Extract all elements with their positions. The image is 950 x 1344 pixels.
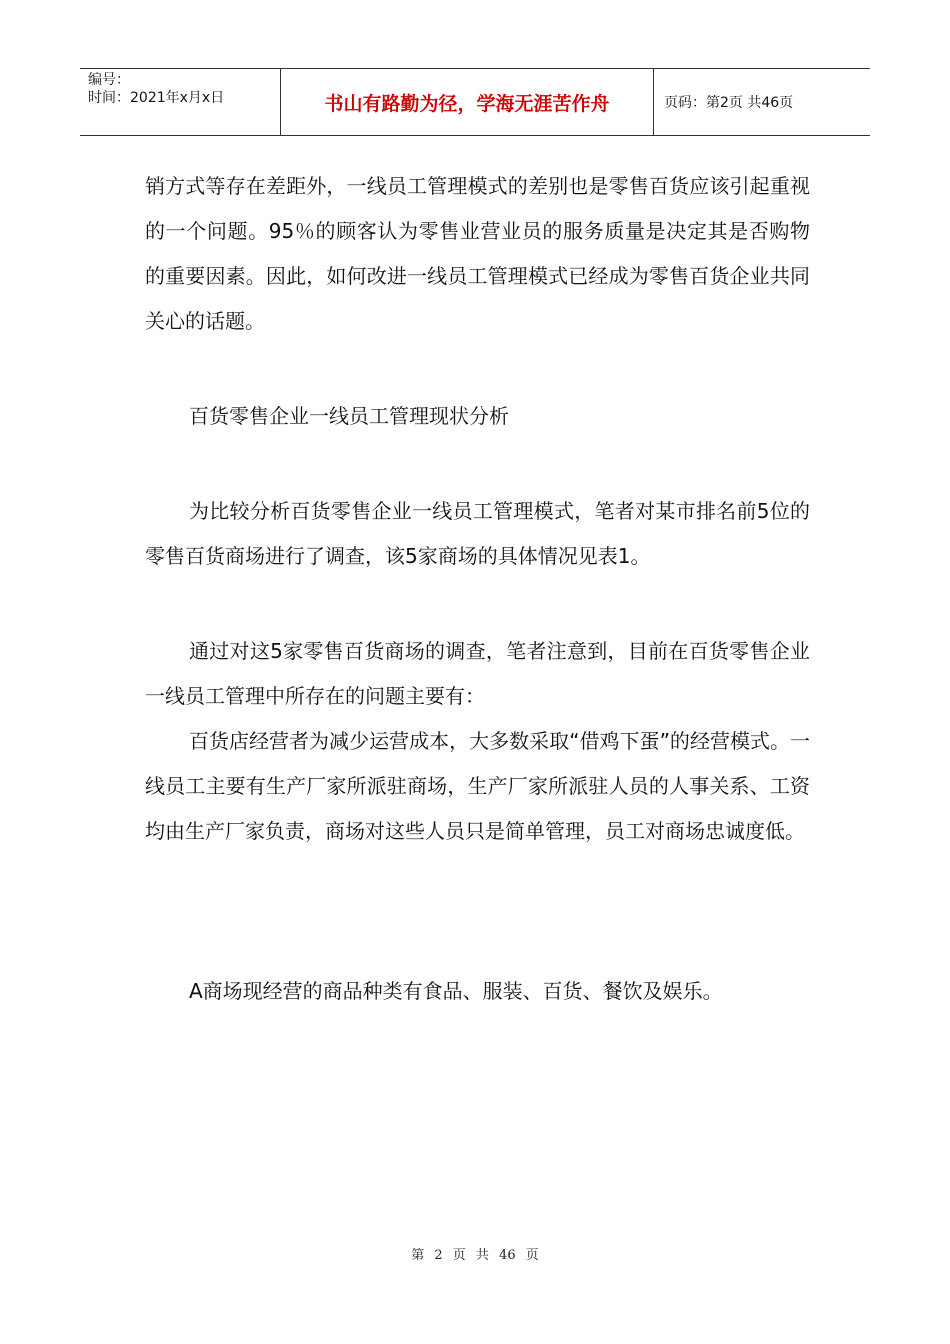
header-motto: 书山有路勤为径，学海无涯苦作舟 — [281, 69, 654, 135]
paragraph: 通过对这5家零售百货商场的调查，笔者注意到，目前在百货零售企业一线员工管理中所存在的问题主要有： — [145, 639, 810, 708]
section-heading: 百货零售企业一线员工管理现状分析 — [189, 404, 509, 428]
paragraph: 百货店经营者为减少运营成本，大多数采取“借鸡下蛋”的经营模式。一线员工主要有生产厂家所派驻商场，生产厂家所派驻人员的人事关系、工资均由生产厂家负责，商场对这些人员只是简单管理，员工对商场忠诚度低。 — [145, 729, 810, 843]
header-page-info: 页码：第2页 共46页 — [664, 95, 794, 111]
paragraph: 为比较分析百货零售企业一线员工管理模式，笔者对某市排名前5位的零售百货商场进行了调查，该5家商场的具体情况见表1。 — [145, 499, 810, 568]
document-number-label: 编号： — [88, 72, 130, 88]
document-time-label: 时间：2021年x月x日 — [88, 90, 225, 106]
paragraph-continuation: 销方式等存在差距外，一线员工管理模式的差别也是零售百货应该引起重视的一个问题。95％的顾客认为零售业营业员的服务质量是决定其是否购物的重要因素。因此，如何改进一线员工管理模式已经成为零售百货企业共同关心的话题。 — [145, 174, 810, 333]
paragraph-spacer — [145, 579, 810, 629]
document-body — [145, 164, 810, 1014]
paragraph-spacer — [145, 344, 810, 394]
page-header — [80, 68, 870, 136]
paragraph: A商场现经营的商品种类有食品、服装、百货、餐饮及娱乐。 — [189, 979, 723, 1003]
paragraph-spacer — [145, 439, 810, 489]
paragraph-spacer — [145, 854, 810, 969]
header-meta — [80, 69, 281, 135]
page-footer: 第 2 页 共 46 页 — [411, 1248, 539, 1263]
